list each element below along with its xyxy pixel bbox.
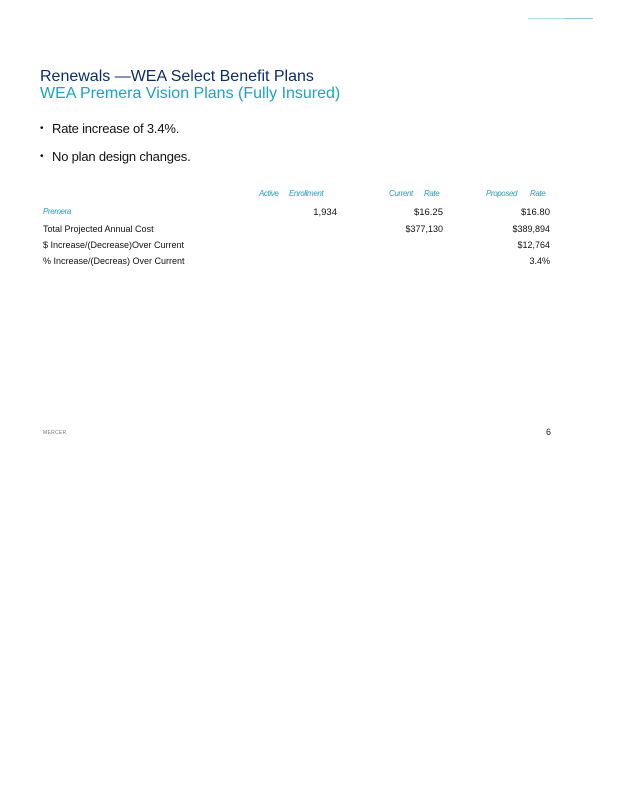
bullet-list xyxy=(40,120,191,166)
row-proposed: $389,894 xyxy=(512,224,550,234)
header-current: Current xyxy=(389,189,413,198)
page-subtitle: WEA Premera Vision Plans (Fully Insured) xyxy=(40,85,341,102)
page-title: Renewals —WEA Select Benefit Plans xyxy=(40,68,314,85)
bullet-dot-icon: • xyxy=(40,123,44,134)
bullet-dot-icon: • xyxy=(40,151,44,162)
row-label: Total Projected Annual Cost xyxy=(43,224,154,234)
row-proposed: $16.80 xyxy=(520,207,550,218)
header-enrollment: Enrollment xyxy=(289,189,324,198)
row-label: % Increase/(Decreas) Over Current xyxy=(43,256,185,266)
page-number: 6 xyxy=(546,427,552,437)
header-proposed-rate: Rate xyxy=(530,189,546,198)
table-row xyxy=(0,224,618,238)
row-label: $ Increase/(Decrease)Over Current xyxy=(43,240,185,250)
table-header xyxy=(0,189,618,201)
table-row xyxy=(0,256,618,270)
header-current-rate: Rate xyxy=(424,189,440,198)
row-enrollment: 1,934 xyxy=(313,207,337,218)
table-row xyxy=(0,207,618,221)
table-row xyxy=(0,240,618,254)
row-current: $377,130 xyxy=(405,224,443,234)
header-proposed: Proposed xyxy=(486,189,518,198)
bullet-item xyxy=(40,120,191,138)
row-current: $16.25 xyxy=(413,207,443,218)
row-proposed: 3.4% xyxy=(529,256,550,266)
bullet-text: Rate increase of 3.4%. xyxy=(52,121,180,136)
header-accent-line xyxy=(528,18,593,19)
footer-brand: MERCER xyxy=(43,430,67,436)
row-label: Premera xyxy=(43,207,71,216)
bullet-item xyxy=(40,148,191,166)
row-proposed: $12,764 xyxy=(517,240,550,250)
header-active: Active xyxy=(259,189,279,198)
bullet-text: No plan design changes. xyxy=(52,149,191,164)
